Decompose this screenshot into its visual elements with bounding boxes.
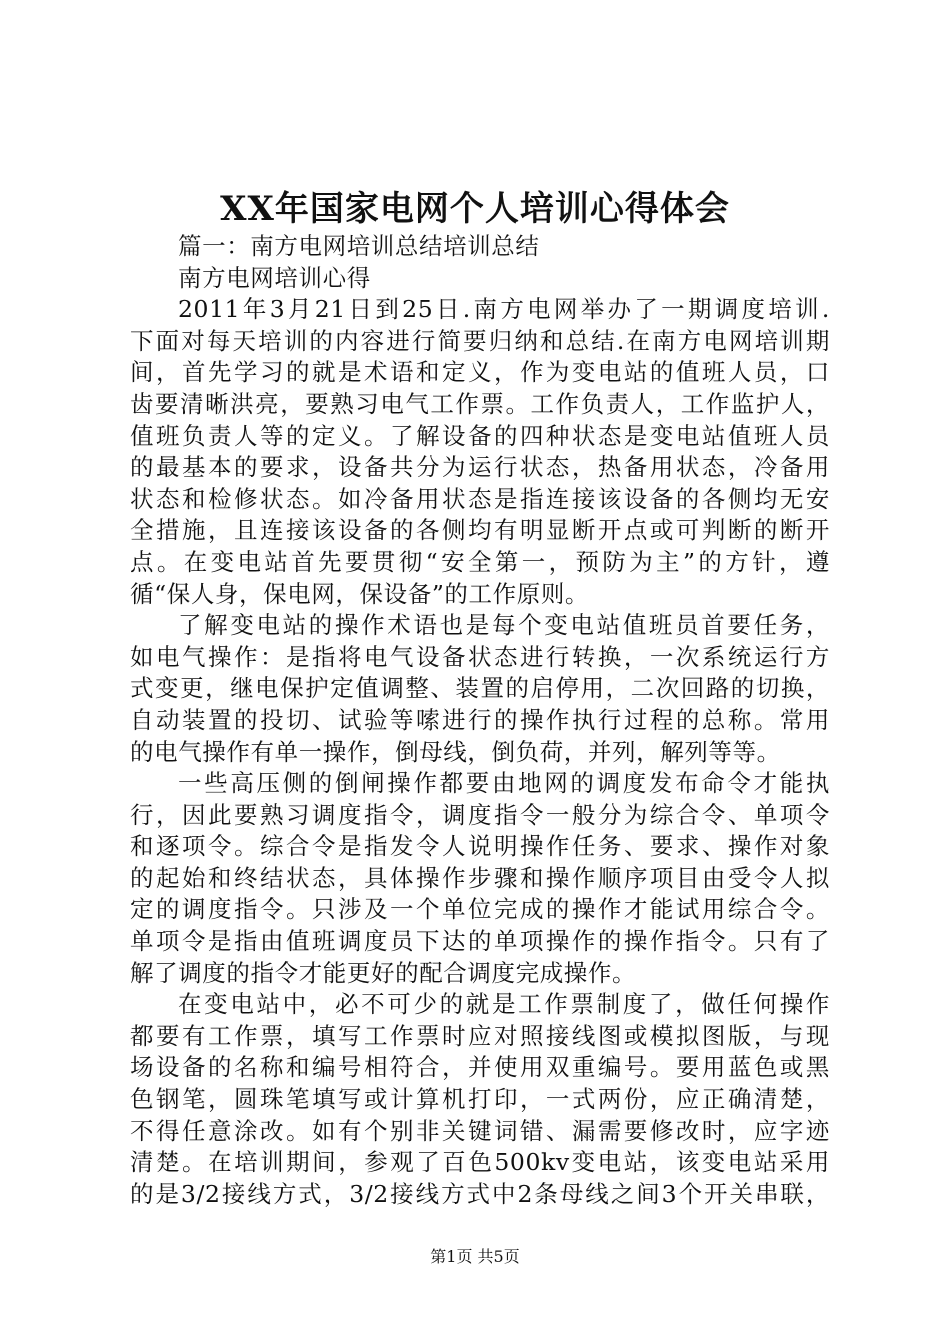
text-line: 的电气操作有单一操作，倒母线，倒负荷，并列，解列等等。 (130, 737, 781, 766)
text-line: 清楚。在培训期间，参观了百色500kv变电站，该变电站采用 (130, 1148, 830, 1177)
text-line: 在变电站中，必不可少的就是工作票制度了，做任何操作 (178, 990, 830, 1019)
text-line: 自动装置的投切、试验等嗦进行的操作执行过程的总称。常用 (130, 705, 830, 734)
text-line: 式变更，继电保护定值调整、装置的启停用，二次回路的切换， (130, 674, 830, 703)
text-line: 值班负责人等的定义。了解设备的四种状态是变电站值班人员 (130, 421, 830, 450)
text-line: 解了调度的指令才能更好的配合调度完成操作。 (130, 958, 637, 987)
text-line: 单项令是指由值班调度员下达的单项操作的操作指令。只有了 (130, 927, 830, 956)
text-line: 的起始和终结状态，具体操作步骤和操作顺序项目由受令人拟 (130, 863, 830, 892)
text-line: 2011年3月21日到25日.南方电网举办了一期调度培训. (178, 295, 830, 324)
page-footer: 第1页 共5页 (430, 1247, 520, 1266)
text-line: 如电气操作：是指将电气设备状态进行转换，一次系统运行方 (130, 642, 830, 671)
text-line: 定的调度指令。只涉及一个单位完成的操作才能试用综合令。 (130, 895, 830, 924)
text-line: 的是3/2接线方式，3/2接线方式中2条母线之间3个开关串联， (130, 1179, 830, 1208)
text-line: 篇一：南方电网培训总结培训总结 (178, 232, 540, 260)
text-line: 状态和检修状态。如冷备用状态是指连接该设备的各侧均无安 (130, 484, 830, 513)
text-line: 都要有工作票，填写工作票时应对照接线图或模拟图版，与现 (130, 1021, 830, 1050)
document-title: XX年国家电网个人培训心得体会 (220, 189, 730, 229)
text-line: 南方电网培训心得 (178, 263, 371, 292)
text-line: 场设备的名称和编号相符合，并使用双重编号。要用蓝色或黑 (130, 1053, 830, 1082)
document-body (130, 231, 830, 1210)
text-line: 和逐项令。综合令是指发令人说明操作任务、要求、操作对象 (130, 832, 830, 861)
text-line: 的最基本的要求，设备共分为运行状态，热备用状态，冷备用 (130, 453, 830, 482)
text-line: 不得任意涂改。如有个别非关键词错、漏需要修改时，应字迹 (130, 1116, 830, 1145)
text-line: 一些高压侧的倒闸操作都要由地网的调度发布命令才能执 (178, 769, 830, 798)
text-line: 下面对每天培训的内容进行简要归纳和总结.在南方电网培训期 (130, 326, 830, 355)
text-line: 间，首先学习的就是术语和定义，作为变电站的值班人员，口 (130, 358, 830, 387)
text-line: 全措施，且连接该设备的各侧均有明显断开点或可判断的断开 (130, 516, 830, 545)
text-line: 循“保人身，保电网，保设备”的工作原则。 (130, 579, 590, 608)
text-line: 行，因此要熟习调度指令，调度指令一般分为综合令、单项令 (130, 800, 830, 829)
text-line: 色钢笔，圆珠笔填写或计算机打印，一式两份，应正确清楚， (130, 1085, 830, 1114)
text-line: 了解变电站的操作术语也是每个变电站值班员首要任务， (178, 611, 830, 640)
text-line: 齿要清晰洪亮，要熟习电气工作票。工作负责人，工作监护人， (130, 389, 830, 418)
text-line: 点。在变电站首先要贯彻“安全第一，预防为主”的方针，遵 (130, 547, 830, 576)
